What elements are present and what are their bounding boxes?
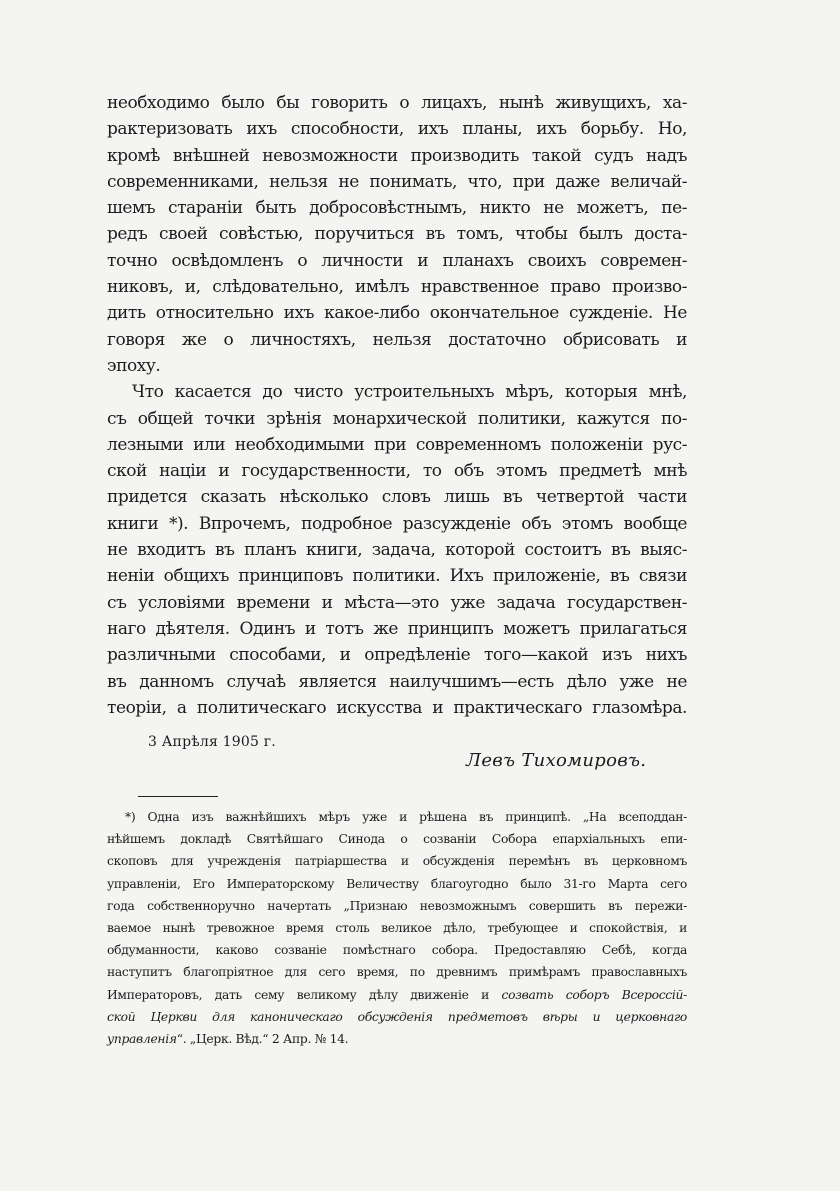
text-line: говоря же о личностяхъ, нельзя достаточно обрисовать и [107, 329, 687, 350]
footnote-italic-text: ской Церкви для каноническаго обсужденія предметовъ вѣры и церковнаго [107, 1009, 687, 1024]
text-line: съ общей точки зрѣнія монархической политики, кажутся по- [107, 408, 687, 429]
footnote-italic-text: созвать соборъ Всероссій- [501, 987, 687, 1002]
footnote-line: наступитъ благопріятное для сего время, по древнимъ примѣрамъ православныхъ [107, 965, 687, 980]
footnote-line [107, 1006, 687, 1028]
footnote-text: Императоровъ, дать сему великому дѣлу движеніе и [107, 987, 489, 1002]
footnote-separator [138, 796, 218, 797]
footnote-line: управленіи, Его Императорскому Величеству благоугодно было 31-го Марта сего [107, 876, 687, 891]
footnote-line: скоповъ для учрежденія патріаршества и обсужденія перемѣнъ въ церковномъ [107, 854, 687, 869]
text-line: дить относительно ихъ какое-либо окончательное сужденіе. Не [107, 303, 687, 324]
text-line: въ данномъ случаѣ является наилучшимъ—есть дѣло уже не [107, 671, 687, 692]
text-line: ской націи и государственности, то объ этомъ предметѣ мнѣ [107, 461, 687, 482]
text-line: придется сказать нѣсколько словъ лишь въ четвертой части [107, 487, 687, 508]
footnote-line: управленія“. „Церк. Вѣд.“ 2 Апр. № 14. [107, 1032, 349, 1047]
text-line: книги *). Впрочемъ, подробное разсужденіе объ этомъ вообще [107, 513, 687, 534]
footnote-line: ваемое нынѣ тревожное время столь великое дѣло, требующее и спокойствія, и [107, 921, 687, 936]
text-line: съ условіями времени и мѣста—это уже задача государствен- [107, 592, 687, 613]
footnote-line: года собственноручно начертать „Признаю невозможнымъ совершить въ пережи- [107, 898, 687, 913]
footnote [107, 806, 687, 1050]
text-line: современниками, нельзя не понимать, что, при даже величай- [107, 171, 687, 192]
footnote-line: обдуманности, каково созваніе помѣстнаго собора. Предоставляю Себѣ, когда [107, 943, 687, 958]
text-line: эпоху. [107, 355, 161, 376]
text-line: кромѣ внѣшней невозможности производить такой судъ надъ [107, 145, 687, 166]
text-line: необходимо было бы говорить о лицахъ, нынѣ живущихъ, ха- [107, 93, 687, 113]
footnote-line: нѣйшемъ докладѣ Святѣйшаго Синода о созваніи Собора епархіальныхъ епи- [107, 832, 687, 847]
text-line: не входитъ въ планъ книги, задача, которой состоитъ въ выяс- [107, 540, 687, 561]
text-line: точно освѣдомленъ о личности и планахъ своихъ современ- [107, 250, 687, 271]
author-signature: Левъ Тихомировъ. [466, 750, 647, 771]
footnote-italic-text: управленія [107, 1032, 177, 1047]
footnote-line [107, 984, 687, 1006]
text-line: различными способами, и опредѣленіе того—какой изъ нихъ [107, 645, 687, 666]
text-line: рактеризовать ихъ способности, ихъ планы, ихъ борьбу. Но, [107, 119, 687, 140]
text-line: никовъ, и, слѣдовательно, имѣлъ нравственное право произво- [107, 277, 687, 298]
text-line: неніи общихъ принциповъ политики. Ихъ приложеніе, въ связи [107, 566, 687, 587]
text-line: теоріи, а политическаго искусства и практическаго глазомѣра. [107, 697, 687, 718]
text-line: наго дѣятеля. Одинъ и тотъ же принципъ можетъ прилагаться [107, 618, 687, 639]
footnote-line: *) Одна изъ важнѣйшихъ мѣръ уже и рѣшена въ принципѣ. „На всеподдан- [125, 810, 687, 824]
body-text [107, 90, 687, 721]
text-line: Что касается до чисто устроительныхъ мѣръ, которыя мнѣ, [132, 382, 687, 403]
text-line: редъ своей совѣстью, поручиться въ томъ, чтобы былъ доста- [107, 224, 687, 245]
date-line: 3 Апрѣля 1905 г. [148, 734, 276, 750]
text-line: шемъ стараніи быть добросовѣстнымъ, никто не можетъ, пе- [107, 198, 687, 219]
text-line: лезными или необходимыми при современномъ положеніи рус- [107, 434, 687, 455]
